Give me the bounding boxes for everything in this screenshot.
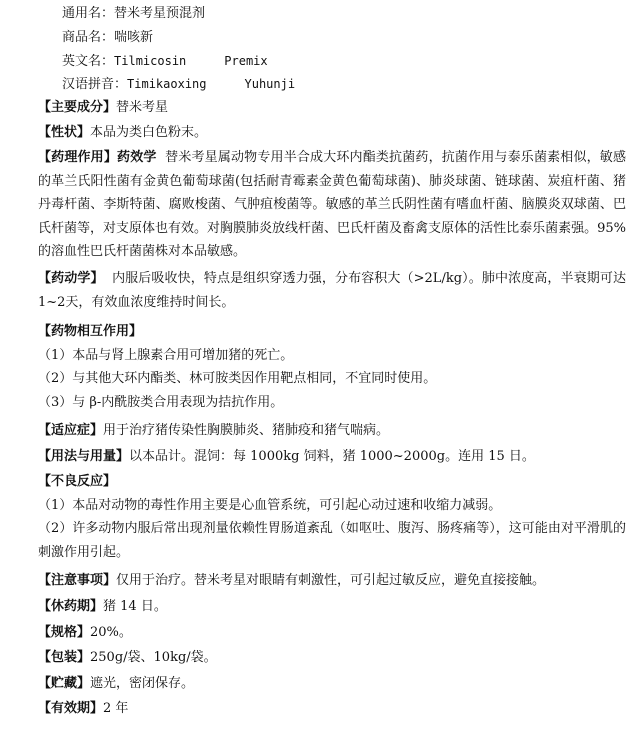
specification-text: 20%。 — [90, 625, 132, 640]
package-heading: 【包装】 — [38, 650, 91, 665]
section-pharmacokinetics — [38, 267, 626, 314]
character-heading: 【性状】 — [38, 125, 91, 140]
withdrawal-heading: 【休药期】 — [38, 599, 104, 614]
interactions-item-3: （3）与 β-内酰胺类合用表现为拮抗作用。 — [38, 394, 284, 410]
section-storage — [38, 672, 626, 696]
pharmacology-text: 替米考星属动物专用半合成大环内酯类抗菌药，抗菌作用与泰乐菌素相似，敏感的革兰氏阳性菌有金黄色葡萄球菌(包括耐青霉素金黄色葡萄球菌)、肺炎球菌、链球菌、炭疽杆菌、猪丹毒杆菌、李斯特菌、腐败梭菌、气肿疽梭菌等。敏感的革兰氏阴性菌有嗜血杆菌、脑膜炎双球菌、巴氏杆菌等，对支原体也有效。对胸膜肺炎放线杆菌、巴氏杆菌及畜禽支原体的活性比泰乐菌素强。95%的溶血性巴氏杆菌菌株对本品敏感。 — [38, 150, 626, 259]
section-indications — [38, 419, 626, 443]
interactions-item-1: （1）本品与肾上腺素合用可增加猪的死亡。 — [38, 347, 294, 363]
pharmacology-heading: 【药理作用】 — [38, 150, 118, 165]
english-name-value-1: Tilmicosin — [114, 54, 187, 68]
interactions-heading: 【药物相互作用】 — [38, 324, 143, 339]
pharmacokinetics-heading: 【药动学】 — [38, 271, 104, 286]
indications-text: 用于治疗猪传染性胸膜肺炎、猪肺疫和猪气喘病。 — [103, 423, 390, 438]
section-interactions — [38, 320, 626, 414]
character-text: 本品为类白色粉末。 — [90, 125, 208, 140]
precautions-text: 仅用于治疗。替米考星对眼睛有刺激性，可引起过敏反应，避免直接接触。 — [116, 573, 546, 588]
section-dosage — [38, 445, 626, 469]
trade-name-row — [62, 30, 153, 46]
generic-name-label: 通用名： — [62, 6, 115, 21]
pinyin-name-value-2: Yuhunji — [244, 77, 296, 91]
validity-text: 2 年 — [103, 701, 129, 716]
section-validity — [38, 697, 626, 721]
pinyin-name-row — [62, 76, 295, 93]
section-withdrawal — [38, 595, 626, 619]
adverse-item-2: （2）许多动物内服后常出现剂量依赖性胃肠道紊乱（如呕吐、腹泻、肠疼痛等），这可能由对平滑肌的刺激作用引起。 — [38, 521, 626, 560]
withdrawal-text: 猪 14 日。 — [103, 599, 167, 614]
specification-heading: 【规格】 — [38, 625, 91, 640]
generic-name-row — [62, 6, 205, 22]
english-name-row — [62, 53, 268, 70]
trade-name-value: 喘咳新 — [114, 30, 154, 45]
indications-heading: 【适应症】 — [38, 423, 104, 438]
section-adverse — [38, 470, 626, 564]
adverse-item-1: （1）本品对动物的毒性作用主要是心血管系统，可引起心动过速和收缩力减弱。 — [38, 497, 502, 513]
section-ingredient — [38, 96, 626, 120]
ingredient-text: 替米考星 — [116, 100, 169, 115]
storage-heading: 【贮藏】 — [38, 676, 91, 691]
section-package — [38, 646, 626, 670]
precautions-heading: 【注意事项】 — [38, 573, 117, 588]
section-precautions — [38, 569, 626, 593]
ingredient-heading: 【主要成分】 — [38, 100, 117, 115]
section-specification — [38, 621, 626, 645]
english-name-value-2: Premix — [224, 54, 268, 68]
pharmacology-subheading: 药效学 — [117, 150, 157, 165]
section-pharmacology — [38, 146, 626, 264]
validity-heading: 【有效期】 — [38, 701, 104, 716]
interactions-item-2: （2）与其他大环内酯类、林可胺类因作用靶点相同，不宜同时使用。 — [38, 371, 437, 386]
dosage-text: 以本品计。混饲：每 1000kg 饲料，猪 1000~2000g。连用 15 日。 — [129, 449, 535, 464]
english-name-label: 英文名： — [62, 54, 115, 69]
storage-text: 遮光，密闭保存。 — [90, 676, 195, 691]
package-text: 250g/袋、10kg/袋。 — [90, 650, 217, 665]
adverse-heading: 【不良反应】 — [38, 474, 117, 489]
pinyin-name-label: 汉语拼音： — [62, 77, 128, 92]
section-character — [38, 121, 626, 145]
trade-name-label: 商品名： — [62, 30, 115, 45]
pinyin-name-value-1: Timikaoxing — [127, 77, 207, 91]
generic-name-value: 替米考星预混剂 — [114, 6, 206, 21]
pharmacokinetics-text: 内服后吸收快，特点是组织穿透力强，分布容积大（>2L/kg）。肺中浓度高，半衰期可达1~2天，有效血浓度维持时间长。 — [38, 271, 626, 310]
dosage-heading: 【用法与用量】 — [38, 449, 130, 464]
